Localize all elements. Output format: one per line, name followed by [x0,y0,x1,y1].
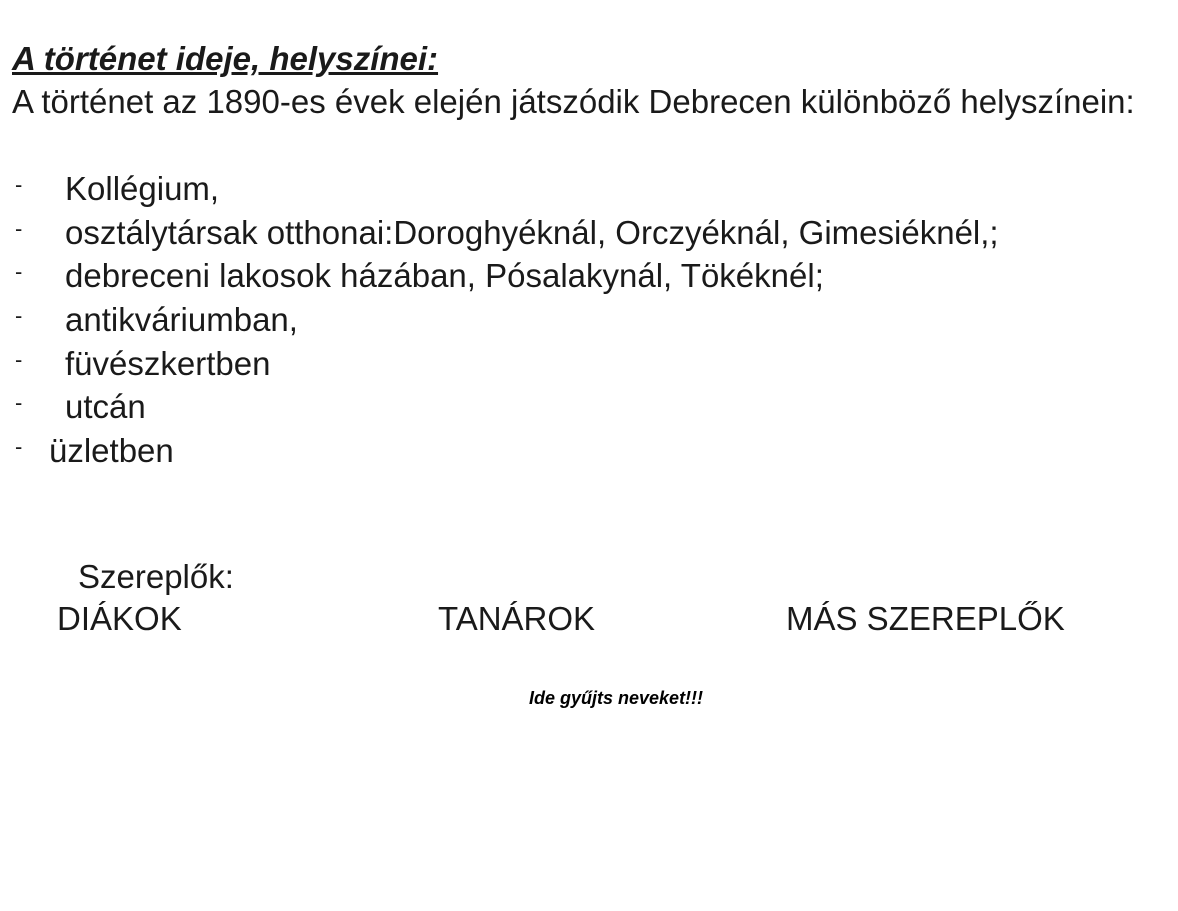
characters-title: Szereplők: [78,558,234,595]
bullet-dash: - [15,390,23,416]
instruction-note: Ide gyűjts neveket!!! [529,688,704,708]
column-heading-others: MÁS SZEREPLŐK [786,600,1065,637]
location-text: utcán [65,388,146,426]
bullet-dash: - [15,172,23,197]
intro-paragraph: A történet az 1890-es évek elején játszódik Debrecen különböző helyszínein: [12,83,1135,120]
location-text: osztálytársak otthonai:Doroghyéknál, Orczyéknál, Gimesiéknél,; [65,213,999,251]
column-heading-teachers: TANÁROK [438,600,596,637]
bullet-dash: - [15,259,23,285]
column-heading-students: DIÁKOK [57,600,182,637]
page-heading: A történet ideje, helyszínei: [12,40,439,77]
location-text: debreceni lakosok házában, Pósalakynál, Tökéknél; [65,257,824,295]
bullet-dash: - [15,303,23,329]
location-text: füvészkertben [65,344,271,382]
location-text: Kollégium, [65,170,220,207]
bullet-dash: - [15,434,23,460]
bullet-dash: - [15,346,23,372]
location-text: üzletben [49,432,174,470]
bullet-dash: - [15,215,23,241]
location-text: antikváriumban, [65,301,298,339]
